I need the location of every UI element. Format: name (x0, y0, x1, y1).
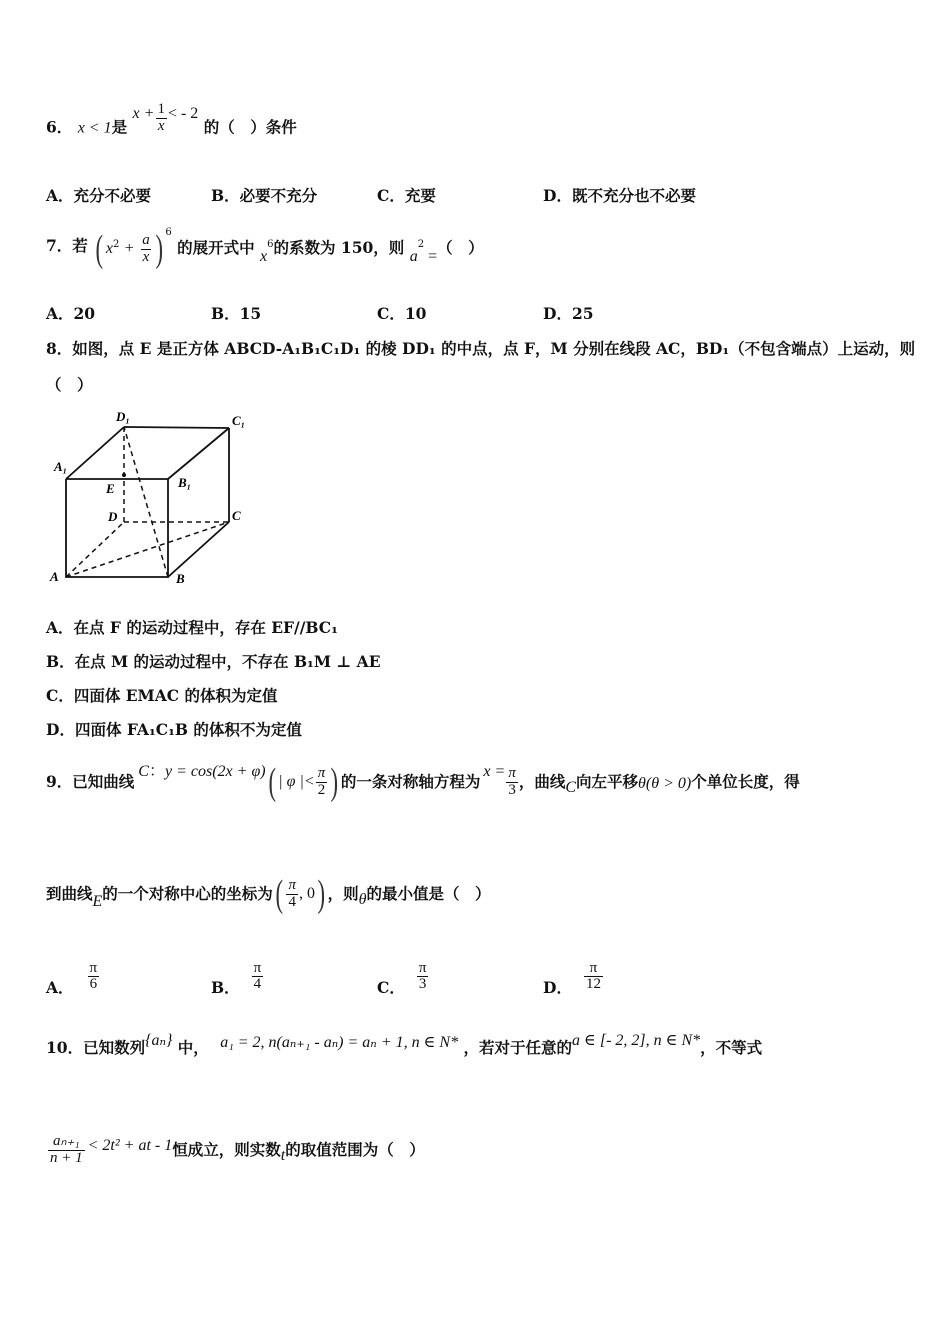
q9-option-c-den: 3 (418, 976, 427, 993)
q7-term: x (260, 248, 268, 265)
q9-option-d-num: π (589, 959, 598, 976)
q9-three: 3 (508, 781, 516, 798)
q9-option-a-label: A． (46, 978, 74, 997)
q7-frac-num: a (142, 231, 150, 248)
q8-option-c[interactable]: C．四面体 EMAC 的体积为定值 (46, 686, 278, 705)
q6-condition: x < 1 (77, 119, 112, 137)
q9-axis: x = (483, 763, 506, 780)
edge-b1-c1 (168, 428, 229, 479)
q6-expr-b: < - 2 (167, 105, 199, 123)
q6-option-b[interactable]: B．必要不充分 (211, 186, 318, 205)
q8-stem-line2: （ ） (46, 375, 93, 394)
q7-power: 6 (165, 226, 172, 238)
q9-option-b-value (252, 961, 264, 994)
label-c: C (232, 508, 241, 523)
q10-zhong: 中， (177, 1038, 209, 1057)
q8-option-d[interactable]: D．四面体 FA₁C₁B 的体积不为定值 (46, 720, 302, 739)
q6-expr-a: x + (132, 105, 155, 123)
q6-option-d[interactable]: D．既不充分也不必要 (543, 186, 696, 205)
q9-option-a-den: 6 (89, 976, 98, 993)
q10-lead: 10．已知数列 (46, 1038, 146, 1057)
q10-range: a ∈ [- 2, 2], n ∈ N* (572, 1032, 701, 1049)
q7-eq: = (424, 248, 438, 265)
q7-right-paren: ) (155, 228, 163, 270)
q9-point-right-paren: ) (317, 873, 326, 915)
q7-mid2: 的系数为 150，则 (273, 238, 405, 257)
diag-b-d1 (124, 427, 168, 577)
q10-frac-num: aₙ₊₁ (53, 1132, 80, 1149)
q7-plus: + (124, 240, 134, 257)
q9-lead: 9．已知曲线 (46, 772, 135, 792)
edge-a-d (66, 522, 124, 577)
q7-left-paren: ( (95, 228, 104, 270)
q7-stem (46, 226, 484, 270)
label-c1: C₁ (232, 413, 246, 428)
diag-a-c (66, 522, 229, 577)
label-a: A (50, 569, 59, 584)
q7-base-exp: 2 (112, 238, 120, 250)
q6-is: 是 (111, 117, 128, 137)
label-b1: B₁ (178, 475, 192, 490)
q10-line2-mid: 恒成立，则实数 (172, 1140, 281, 1160)
q10-inequality: < 2t² + at - 1 (87, 1137, 173, 1154)
q9-option-c-value (417, 961, 429, 994)
q10-mid: ，若对于任意的 (463, 1038, 573, 1057)
label-e: E (106, 481, 115, 496)
q9-condition: | φ |< (278, 773, 315, 790)
q6-fraction (155, 102, 167, 135)
q7-base: x (105, 240, 113, 257)
q7-option-d[interactable]: D．25 (543, 304, 594, 323)
q7-frac-den: x (142, 248, 150, 265)
q9-equation: y = cos(2x + φ) (164, 763, 266, 780)
q9-right-paren: ) (330, 761, 339, 803)
q9-two: 2 (317, 781, 326, 798)
q9-line2-lead: 到曲线 (46, 884, 93, 904)
q9-zero: , 0 (298, 885, 315, 902)
q9-option-a[interactable] (46, 958, 100, 996)
q9-option-a-value (88, 961, 100, 994)
q9-curve2: C (565, 779, 577, 796)
q9-four: 4 (288, 893, 296, 910)
q9-option-a-num: π (89, 959, 98, 976)
q10-recurrence: a₁ = 2, n(aₙ₊₁ - aₙ) = aₙ + 1, n ∈ N* (220, 1034, 459, 1051)
q9-theta2: θ (358, 891, 367, 908)
q9-option-c-label: C． (377, 978, 405, 997)
q7-option-a[interactable]: A．20 (46, 304, 96, 323)
q9-left-paren: ( (268, 761, 276, 803)
q9-line2-tail: 的最小值是（ ） (366, 884, 491, 904)
q9-line2-mid: 的一个对称中心的坐标为 (102, 884, 273, 904)
q10-line2-tail: 的取值范围为（ ） (285, 1140, 425, 1160)
q10-stem-line1 (46, 1032, 763, 1057)
q9-pi-over-3 (506, 766, 518, 799)
q9-option-c-num: π (418, 959, 427, 976)
q9-stem-line2 (46, 870, 491, 918)
q9-mid2: ，曲线 (518, 772, 566, 792)
q9-tail: 个单位长度，得 (691, 772, 800, 792)
q9-mid: 的一条对称轴方程为 (340, 772, 481, 792)
q7-option-c[interactable]: C．10 (377, 304, 427, 323)
q9-pi-c: π (288, 876, 296, 893)
q9-option-b-label: B． (211, 978, 240, 997)
q10-t: t (280, 1147, 286, 1164)
q9-point-left-paren: ( (275, 873, 283, 915)
q6-stem (46, 101, 297, 145)
q9-colon: ： (148, 763, 165, 780)
q9-stem-line1 (46, 760, 800, 804)
q10-frac-den: n + 1 (50, 1149, 83, 1166)
q9-option-b-den: 4 (253, 976, 262, 993)
q9-option-b[interactable] (211, 958, 264, 996)
point-e (122, 473, 126, 477)
edge-b-c (168, 522, 229, 577)
label-b: B (176, 571, 185, 585)
q10-stem-line2 (46, 1128, 425, 1172)
q10-tail: ，不等式 (700, 1038, 763, 1057)
q7-option-b[interactable]: B．15 (211, 304, 262, 323)
q8-option-b[interactable]: B．在点 M 的运动过程中，不存在 B₁M ⊥ AE (46, 652, 381, 671)
q7-mid: 的展开式中 (177, 238, 255, 257)
q9-option-d[interactable] (543, 958, 604, 996)
q9-shift: 向左平移 (576, 772, 639, 792)
q9-option-d-value (584, 961, 603, 994)
edge-d1-c1 (124, 427, 229, 428)
edge-a1-d1 (66, 427, 124, 479)
q9-curve-e: E (92, 893, 103, 910)
q8-option-a[interactable]: A．在点 F 的运动过程中，存在 EF//BC₁ (46, 618, 338, 637)
q8-stem-line1: 8．如图，点 E 是正方体 ABCD-A₁B₁C₁D₁ 的棱 DD₁ 的中点，点 F，M 分别在线段 AC，BD₁（不包含端点）上运动，则 (46, 339, 916, 358)
q9-option-d-label: D． (543, 978, 572, 997)
q9-pi-over-4 (286, 878, 298, 911)
q9-line2-mid2: ，则 (327, 884, 359, 904)
q9-pi-over-2 (316, 766, 328, 799)
q7-var-exp: 2 (417, 238, 425, 250)
label-d1: D₁ (116, 409, 130, 424)
label-d: D (108, 509, 118, 524)
q6-option-a[interactable]: A．充分不必要 (46, 186, 152, 205)
q9-pi-b: π (508, 764, 516, 781)
q6-tail: 的（ ）条件 (203, 117, 297, 137)
q9-option-d-den: 12 (585, 976, 601, 993)
q10-sequence: {aₙ} (145, 1032, 173, 1049)
q10-fraction (48, 1134, 85, 1167)
q6-option-c[interactable]: C．充要 (377, 186, 436, 205)
q7-tail: （ ） (437, 238, 484, 257)
label-a1: A₁ (54, 459, 68, 474)
q9-pi: π (317, 764, 326, 781)
q7-var: a (409, 248, 418, 265)
q6-frac-den: x (157, 117, 165, 134)
q7-number: 7．若 (46, 236, 88, 255)
q7-fraction (140, 233, 152, 266)
q9-theta: θ(θ > 0) (638, 775, 692, 792)
q7-term-exp: 6 (267, 238, 274, 250)
q9-curve: C (138, 763, 149, 780)
q8-cube-figure (46, 405, 266, 585)
q6-number: 6． (46, 117, 73, 137)
q9-option-b-num: π (253, 959, 262, 976)
q9-option-c[interactable] (377, 958, 429, 996)
q6-frac-num: 1 (157, 101, 165, 117)
